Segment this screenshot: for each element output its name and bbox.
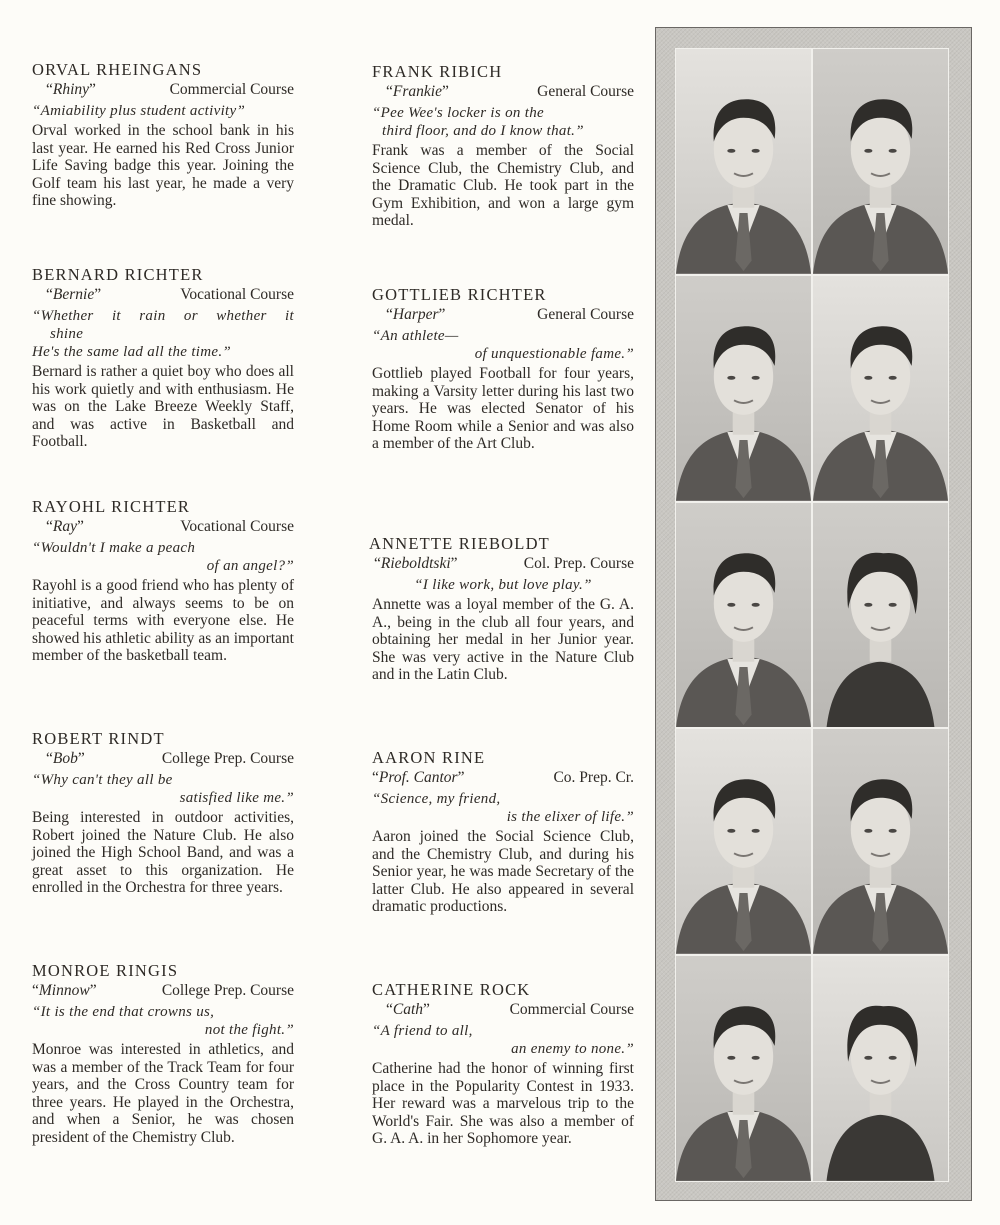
nickname: “ Ray ” (46, 517, 84, 537)
biography: Orval worked in the school bank in his last year. He earned his Red Cross Junior Life Saving badge this year. Joining the Golf team his last year, he made a very fine showing. (32, 122, 294, 210)
course: General Course (537, 83, 634, 100)
student-name: ANNETTE RIEBOLDT (369, 534, 550, 553)
nickname-course (372, 1000, 634, 1020)
quote (32, 771, 294, 807)
portrait-photo (676, 503, 811, 728)
senior-entry (372, 980, 634, 1148)
biography: Gottlieb played Football for four years, making a Varsity letter during his last two years. He was elected Senator of his Home Room while a Senior and was also a member of the Art Club. (372, 365, 634, 453)
nickname-course (372, 768, 634, 788)
quote-line: “A friend to all, (372, 1023, 473, 1039)
senior-entry (369, 534, 634, 684)
course: Vocational Course (180, 518, 294, 535)
quote (372, 104, 634, 140)
quote (372, 790, 634, 826)
nickname-course (372, 305, 634, 325)
nickname-course (32, 749, 294, 769)
biography: Aaron joined the Social Science Club, and the Chemistry Club, and during his Senior year, he was made Secretary of the latter Club. He also appeared in several dramatic productions. (372, 828, 634, 916)
quote-line: of unquestionable fame.” (474, 346, 634, 362)
portrait-silhouette (813, 276, 948, 501)
student-name: FRANK RIBICH (372, 62, 503, 81)
biography: Monroe was interested in athletics, and was a member of the Track Team for four years, and the Cross Country team for three years. He played in the Orchestra, and when a Senior, he was chosen president of the Chemistry Club. (32, 1041, 294, 1146)
quote-line: satisfied like me.” (179, 790, 294, 806)
quote-line: not the fight.” (204, 1022, 294, 1038)
quote (32, 1003, 294, 1039)
senior-entry (32, 60, 294, 210)
student-name: RAYOHL RICHTER (32, 497, 191, 516)
student-name: MONROE RINGIS (32, 961, 179, 980)
quote-line: “Amiability plus student activity” (32, 103, 246, 119)
portrait-photo (813, 729, 948, 954)
senior-entry (372, 62, 634, 230)
portrait-silhouette (676, 276, 811, 501)
senior-entry (32, 729, 294, 897)
senior-entry (32, 497, 294, 665)
quote (372, 327, 634, 363)
quote-line: third floor, and do I know that.” (382, 123, 584, 139)
quote-line: “Wouldn't I make a peach (32, 540, 196, 556)
nickname-course (32, 285, 294, 305)
quote-line: shine (50, 326, 84, 342)
quote-line: “Why can't they all be (32, 772, 173, 788)
portrait-silhouette (676, 729, 811, 954)
nickname-course (372, 82, 634, 102)
portrait-photo (676, 276, 811, 501)
quote-line: He's the same lad all the time.” (32, 344, 232, 360)
biography: Rayohl is a good friend who has plenty of initiative, and always seems to be on peaceful terms with everyone else. He showed his athletic ability as an important member of the basketball team. (32, 577, 294, 665)
quote-line: “Science, my friend, (372, 791, 501, 807)
nickname: “ Prof. Cantor ” (372, 768, 464, 788)
student-name: ROBERT RINDT (32, 729, 165, 748)
nickname-course (372, 554, 634, 574)
course: Col. Prep. Course (523, 555, 634, 572)
portrait-photo (676, 956, 811, 1181)
portrait-photo (676, 49, 811, 274)
nickname: “ Rieboldtski ” (374, 554, 458, 574)
nickname: “ Harper ” (386, 305, 445, 325)
quote-line: of an angel?” (206, 558, 294, 574)
portrait-photo (813, 503, 948, 728)
nickname-course (32, 80, 294, 100)
quote-line: “Whether it rain or whether it (32, 308, 294, 324)
course: Commercial Course (169, 81, 294, 98)
quote-line: is the elixer of life.” (506, 809, 634, 825)
quote (372, 576, 634, 594)
nickname: “ Frankie ” (386, 82, 449, 102)
portrait-silhouette (676, 49, 811, 274)
quote (32, 102, 294, 120)
biography: Bernard is rather a quiet boy who does all his work quietly and with enthusiasm. He was on the Lake Breeze Weekly Staff, and was active in Basketball and Football. (32, 363, 294, 451)
portrait-photo (813, 956, 948, 1181)
portrait-photo (813, 49, 948, 274)
portrait-silhouette (676, 956, 811, 1181)
senior-entry (372, 285, 634, 453)
senior-entry (32, 961, 294, 1147)
course: College Prep. Course (161, 982, 294, 999)
nickname: “ Minnow ” (32, 981, 97, 1001)
senior-entry (372, 748, 634, 916)
student-name: CATHERINE ROCK (372, 980, 531, 999)
quote (32, 539, 294, 575)
quote (32, 307, 294, 361)
biography: Being interested in outdoor activities, Robert joined the Nature Club. He also joined the High School Band, and was a great asset to this organization. He enrolled in the Orchestra for three years. (32, 809, 294, 897)
nickname: “ Rhiny ” (46, 80, 96, 100)
biography: Frank was a member of the Social Science Club, the Chemistry Club, and the Dramatic Club. He took part in the Gym Exhibition, and won a large gym medal. (372, 142, 634, 230)
nickname: “ Cath ” (386, 1000, 430, 1020)
nickname-course (32, 517, 294, 537)
quote-line: “An athlete— (372, 328, 459, 344)
quote-line: “I like work, but love play.” (414, 577, 592, 593)
student-name: BERNARD RICHTER (32, 265, 204, 284)
student-name: AARON RINE (372, 748, 486, 767)
course: General Course (537, 306, 634, 323)
student-name: GOTTLIEB RICHTER (372, 285, 547, 304)
quote-line: “Pee Wee's locker is on the (372, 105, 544, 121)
senior-entry (32, 265, 294, 451)
student-name: ORVAL RHEINGANS (32, 60, 203, 79)
nickname: “ Bob ” (46, 749, 85, 769)
nickname-course (32, 981, 294, 1001)
nickname: “ Bernie ” (46, 285, 101, 305)
portrait-silhouette (813, 956, 948, 1181)
course: Vocational Course (180, 286, 294, 303)
portrait-photo (676, 729, 811, 954)
portrait-photo (813, 276, 948, 501)
biography: Catherine had the honor of winning first place in the Popularity Contest in 1933. Her reward was a marvelous trip to the World's Fair. She was also a member of G. A. A. in her Sophomore year. (372, 1060, 634, 1148)
portrait-silhouette (813, 503, 948, 728)
course: Co. Prep. Cr. (553, 769, 634, 786)
quote-line: “It is the end that crowns us, (32, 1004, 215, 1020)
course: College Prep. Course (161, 750, 294, 767)
quote (372, 1022, 634, 1058)
portrait-silhouette (676, 503, 811, 728)
quote-line: an enemy to none.” (511, 1041, 634, 1057)
course: Commercial Course (509, 1001, 634, 1018)
portrait-grid (675, 48, 949, 1182)
biography: Annette was a loyal member of the G. A. A., being in the club all four years, and obtaining her medal in her Junior year. She was very active in the Nature Club and in the Latin Club. (372, 596, 634, 684)
portrait-silhouette (813, 49, 948, 274)
portrait-silhouette (813, 729, 948, 954)
